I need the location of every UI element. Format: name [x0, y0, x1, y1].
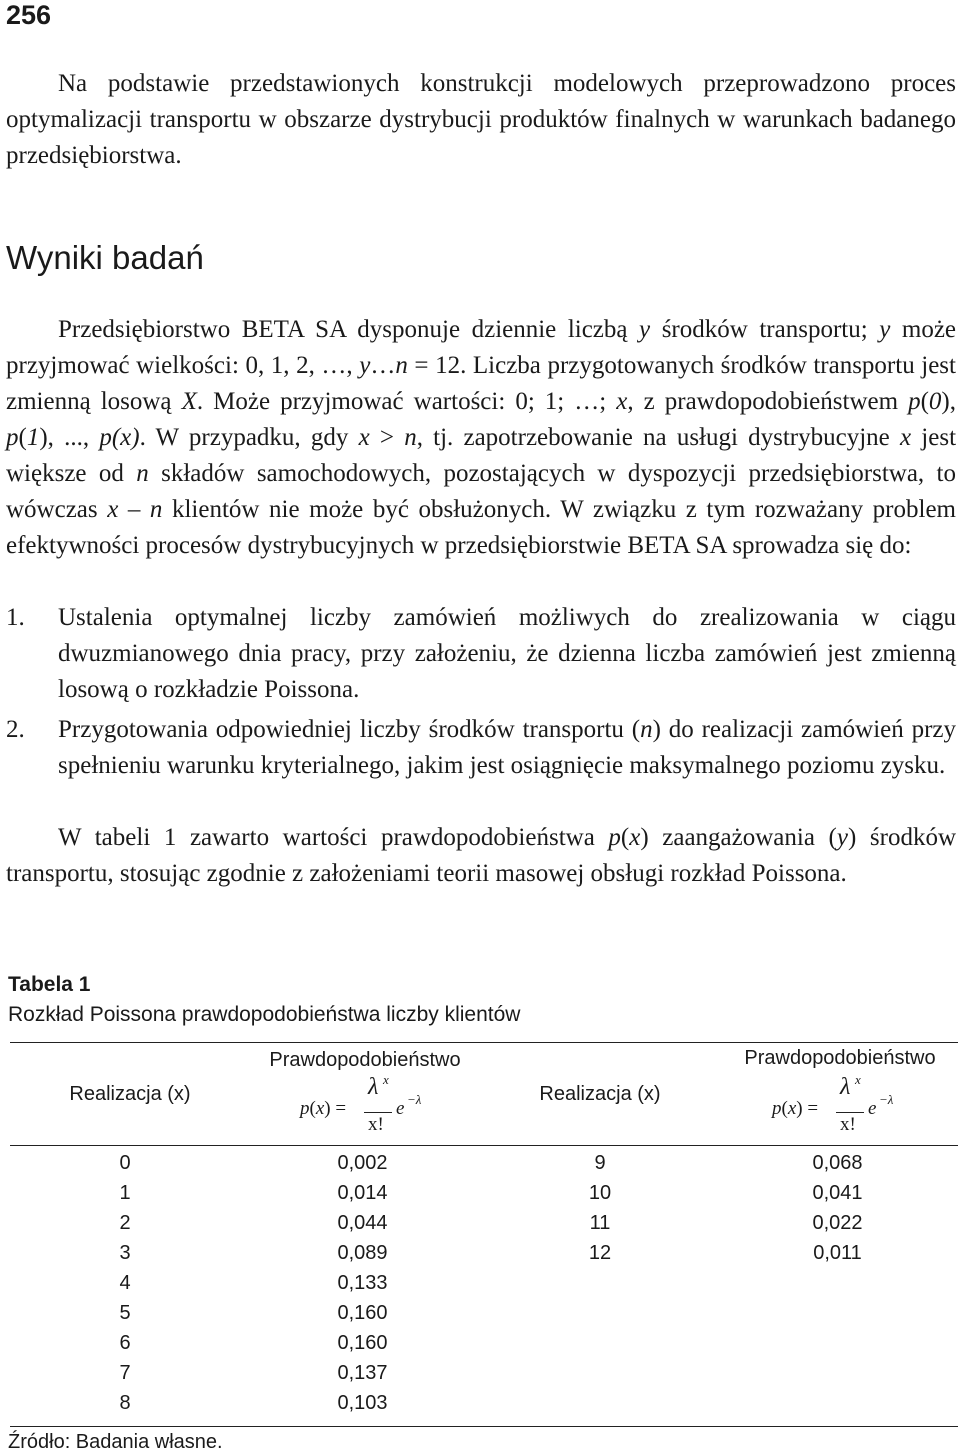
table-cell-probability: 0,103 — [337, 1392, 388, 1414]
table-cell-realization: 7 — [119, 1362, 131, 1384]
header-probability-right: Prawdopodobieństwo — [744, 1047, 936, 1069]
table-header-rule — [10, 1145, 958, 1146]
table-title: Rozkład Poissona prawdopodobieństwa liczby klientów — [8, 1003, 521, 1026]
table-cell-probability: 0,133 — [337, 1272, 388, 1294]
table-cell-probability: 0,089 — [337, 1242, 388, 1264]
table-cell-probability: 0,068 — [812, 1152, 863, 1174]
table-cell-probability: 0,022 — [812, 1212, 863, 1234]
table-cell-realization: 2 — [119, 1212, 131, 1234]
table-label: Tabela 1 — [8, 973, 91, 996]
list-number: 1. — [6, 604, 25, 631]
table-cell-probability: 0,041 — [812, 1182, 863, 1204]
list-number: 2. — [6, 716, 25, 743]
list-item — [6, 712, 956, 784]
table-cell-realization: 1 — [119, 1182, 131, 1204]
list-item — [6, 600, 956, 708]
table-cell-realization: 6 — [119, 1332, 131, 1354]
left-realizations-column — [85, 1148, 165, 1418]
table-cell-realization: 3 — [119, 1242, 131, 1264]
table-cell-probability: 0,011 — [813, 1242, 862, 1264]
table-top-rule — [10, 1042, 958, 1043]
table-cell-realization: 8 — [119, 1392, 131, 1414]
table-cell-probability: 0,002 — [337, 1152, 388, 1174]
header-realization-right: Realizacja (x) — [539, 1083, 661, 1105]
section-heading: Wyniki badań — [6, 239, 204, 276]
table-cell-probability: 0,160 — [337, 1332, 388, 1354]
table-cell-realization: 0 — [119, 1152, 131, 1174]
table-cell-realization: 5 — [119, 1302, 131, 1324]
poisson-formula-left: p(x) = λ x x! e −λ — [300, 1072, 422, 1135]
right-probabilities-column — [775, 1148, 900, 1268]
table-cell-probability: 0,044 — [337, 1212, 388, 1234]
right-realizations-column — [560, 1148, 640, 1268]
table-source: Źródło: Badania własne. — [8, 1431, 223, 1453]
closing-paragraph: W tabeli 1 zawarto wartości prawdopodobieństwa p(x) zaangażowania (y) środków transportu, stosując zgodnie z założeniami teorii masowej obsługi rozkład Poissona. — [6, 824, 956, 887]
table-cell-probability: 0,160 — [337, 1302, 388, 1324]
page-number: 256 — [6, 0, 52, 30]
table-cell-probability: 0,014 — [337, 1182, 388, 1204]
header-realization-left: Realizacja (x) — [69, 1083, 191, 1105]
table-bottom-rule — [10, 1426, 958, 1427]
body-paragraph: Przedsiębiorstwo BETA SA dysponuje dziennie liczbą y środków transportu; y może przyjmować wielkości: 0, 1, 2, …, y…n = 12. Liczba przygotowanych środków transportu jest zmienną losową X. Może przyjmować wartości: 0; 1; …; x, z prawdopodobieństwem p(0), p(1), ..., p(x). W przypadku, gdy x > n, tj. zapotrzebowanie na usługi dystrybucyjne x jest większe od n składów samochodowych, pozostających w dyspozycji przedsiębiorstwa, to wówczas x – n klientów nie może być obsłużonych. W związku z tym rozważany problem efektywności procesów dystrybucyjnych w przedsiębiorstwie BETA SA sprowadza się do: — [6, 316, 957, 559]
intro-paragraph: Na podstawie przedstawionych konstrukcji modelowych przeprowadzono proces optymalizacji transportu w obszarze dystrybucji produktów finalnych w warunkach badanego przedsiębiorstwa. — [6, 70, 956, 169]
left-probabilities-column — [300, 1148, 425, 1418]
table-cell-probability: 0,137 — [337, 1362, 388, 1384]
table-cell-realization: 4 — [119, 1272, 131, 1294]
table-cell-realization: 11 — [589, 1212, 611, 1234]
poisson-formula-right: p(x) = λ x x! e −λ — [772, 1072, 894, 1135]
table-cell-realization: 12 — [588, 1242, 612, 1264]
table-cell-realization: 9 — [594, 1152, 606, 1174]
table-cell-realization: 10 — [588, 1182, 612, 1204]
list-text: Ustalenia optymalnej liczby zamówień możliwych do zrealizowania w ciągu dwuzmianowego dnia pracy, przy założeniu, że dzienna liczba zamówień jest zmienną losową o rozkładzie Poissona. — [58, 604, 956, 703]
list-text: Przygotowania odpowiedniej liczby środków transportu (n) do realizacji zamówień przy spełnieniu warunku kryterialnego, jakim jest osiągnięcie maksymalnego poziomu zysku. — [58, 716, 956, 779]
header-probability-left: Prawdopodobieństwo — [269, 1049, 461, 1071]
